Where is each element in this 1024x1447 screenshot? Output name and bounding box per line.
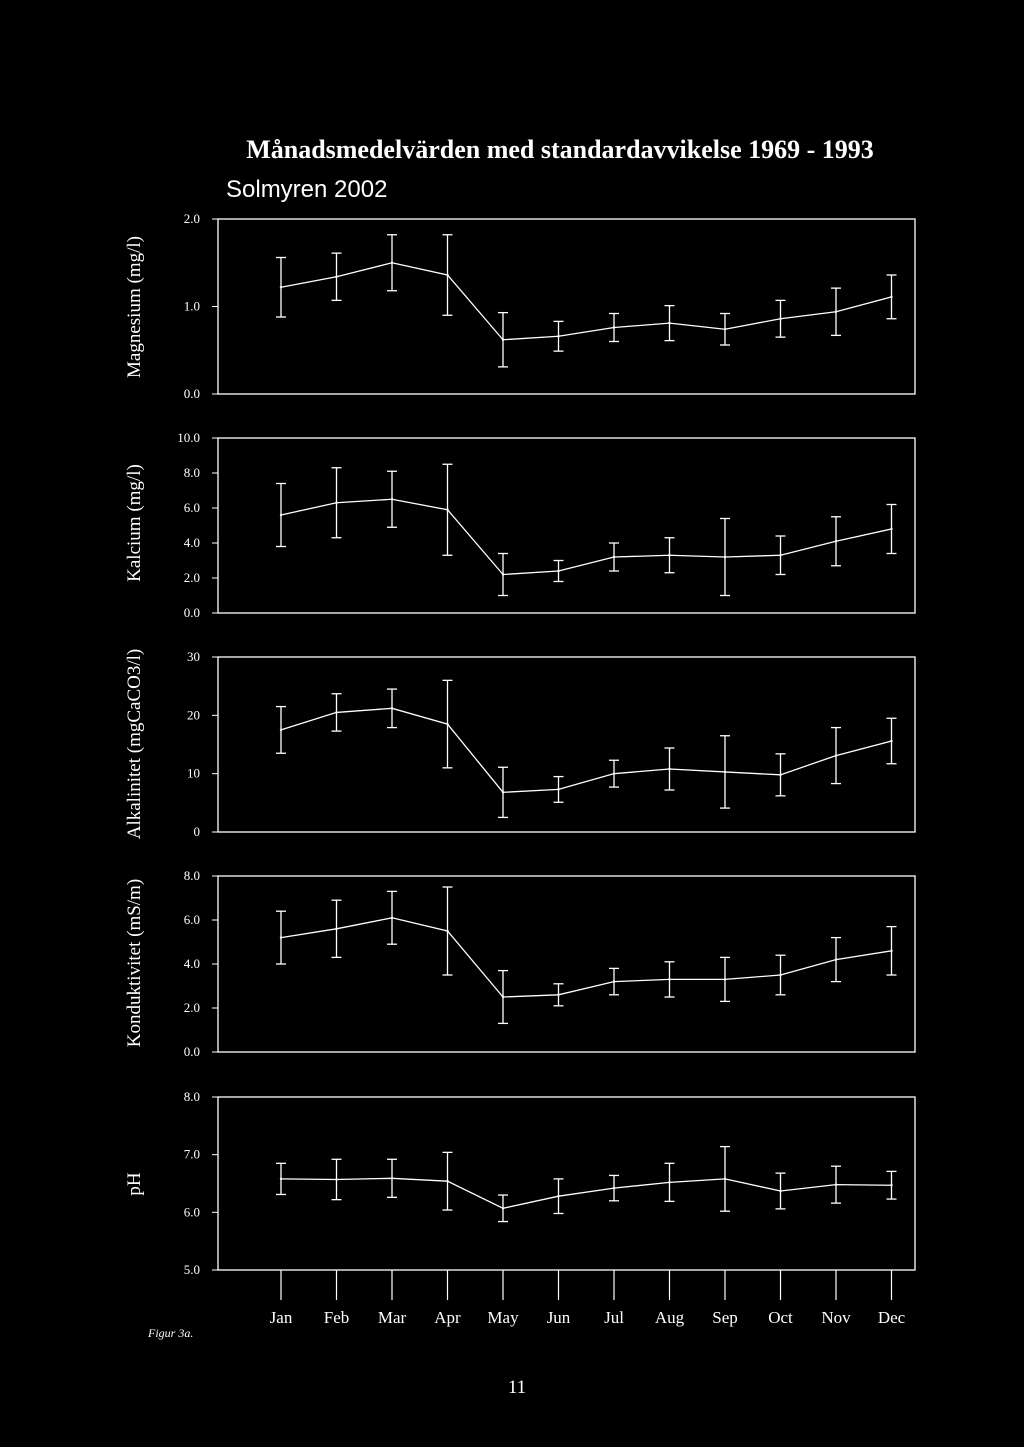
y-tick-label: 2.0 [183,211,200,226]
y-tick-label: 8.0 [183,1089,200,1104]
data-point [391,1177,393,1179]
x-tick-label: Oct [768,1308,793,1327]
figure-caption: Figur 3a. [148,1326,194,1340]
data-point [557,335,559,337]
data-point [557,1195,559,1197]
data-point [502,573,504,575]
data-point [779,774,781,776]
data-point [446,930,448,932]
x-tick-label: Sep [712,1308,738,1327]
data-point [668,1181,670,1183]
figure-title: Månadsmedelvärden med standardavvikelse 1969 - 1993 [246,135,874,164]
figure-subtitle: Solmyren 2002 [226,176,388,203]
y-tick-label: 6.0 [183,500,200,515]
data-point [779,974,781,976]
data-point [724,771,726,773]
data-point [446,509,448,511]
y-tick-label: 8.0 [183,465,200,480]
y-axis-label: Alkalinitet (mgCaCO3/l) [124,648,145,840]
page-number: 11 [507,1377,527,1398]
y-tick-label: 7.0 [183,1146,200,1162]
y-tick-label: 5.0 [183,1262,200,1277]
y-tick-label: 0.0 [183,1044,200,1059]
data-point [668,768,670,770]
y-tick-label: 6.0 [183,912,200,927]
y-tick-label: 6.0 [183,1204,200,1220]
data-point [391,498,393,500]
data-point [502,791,504,793]
y-axis-label: Kalcium (mg/l) [124,464,145,582]
data-point [613,1187,615,1189]
x-tick-label: Jun [546,1308,571,1327]
data-point [335,711,337,713]
y-tick-label: 2.0 [183,1000,200,1015]
data-point [446,723,448,725]
y-tick-label: 0.0 [183,386,200,401]
data-point [779,554,781,556]
data-point [779,1190,781,1192]
data-point [724,328,726,330]
data-point [890,950,892,952]
x-tick-label: Aug [654,1308,685,1327]
y-tick-label: 2.0 [183,570,200,585]
data-point [280,729,282,731]
data-point [890,528,892,530]
data-point [835,754,837,756]
y-tick-label: 30 [187,649,200,664]
y-tick-label: 20 [187,707,200,723]
data-point [890,296,892,298]
y-axis-label: Magnesium (mg/l) [124,236,145,378]
data-point [502,339,504,341]
data-point [280,286,282,288]
data-point [391,262,393,264]
data-point [890,740,892,742]
y-axis-label: pH [124,1172,145,1196]
data-point [280,936,282,938]
y-tick-label: 10 [187,765,200,781]
data-point [613,772,615,774]
data-point [724,978,726,980]
data-point [335,1178,337,1180]
data-point [835,311,837,313]
x-tick-label: Apr [434,1308,461,1327]
data-point [724,556,726,558]
data-point [391,917,393,919]
data-point [280,514,282,516]
data-point [779,318,781,320]
data-point [446,1180,448,1182]
data-point [502,996,504,998]
y-tick-label: 0 [193,824,200,839]
data-point [335,502,337,504]
y-tick-label: 1.0 [183,298,200,314]
y-tick-label: 4.0 [183,535,200,550]
data-point [835,1183,837,1185]
data-point [557,788,559,790]
data-point [391,707,393,709]
data-point [335,928,337,930]
x-tick-label: Feb [323,1308,350,1327]
data-point [335,276,337,278]
data-point [557,994,559,996]
data-point [835,540,837,542]
data-point [613,980,615,982]
data-point [280,1178,282,1180]
y-tick-label: 4.0 [183,956,200,971]
y-axis-label: Konduktivitet (mS/m) [124,878,145,1048]
data-point [613,326,615,328]
x-tick-label: Mar [377,1308,407,1327]
y-tick-label: 8.0 [183,868,200,883]
data-point [890,1184,892,1186]
y-tick-label: 0.0 [183,605,200,620]
data-point [724,1178,726,1180]
data-point [446,274,448,276]
data-point [557,570,559,572]
data-point [668,978,670,980]
x-tick-label: Jul [604,1308,624,1327]
y-tick-label: 10.0 [177,430,200,445]
data-point [613,556,615,558]
x-tick-label: Dec [877,1308,906,1327]
data-point [835,958,837,960]
x-tick-label: Nov [821,1308,851,1327]
x-tick-label: Jan [269,1308,293,1327]
data-point [668,322,670,324]
x-tick-label: May [487,1308,519,1327]
data-point [668,554,670,556]
data-point [502,1207,504,1209]
